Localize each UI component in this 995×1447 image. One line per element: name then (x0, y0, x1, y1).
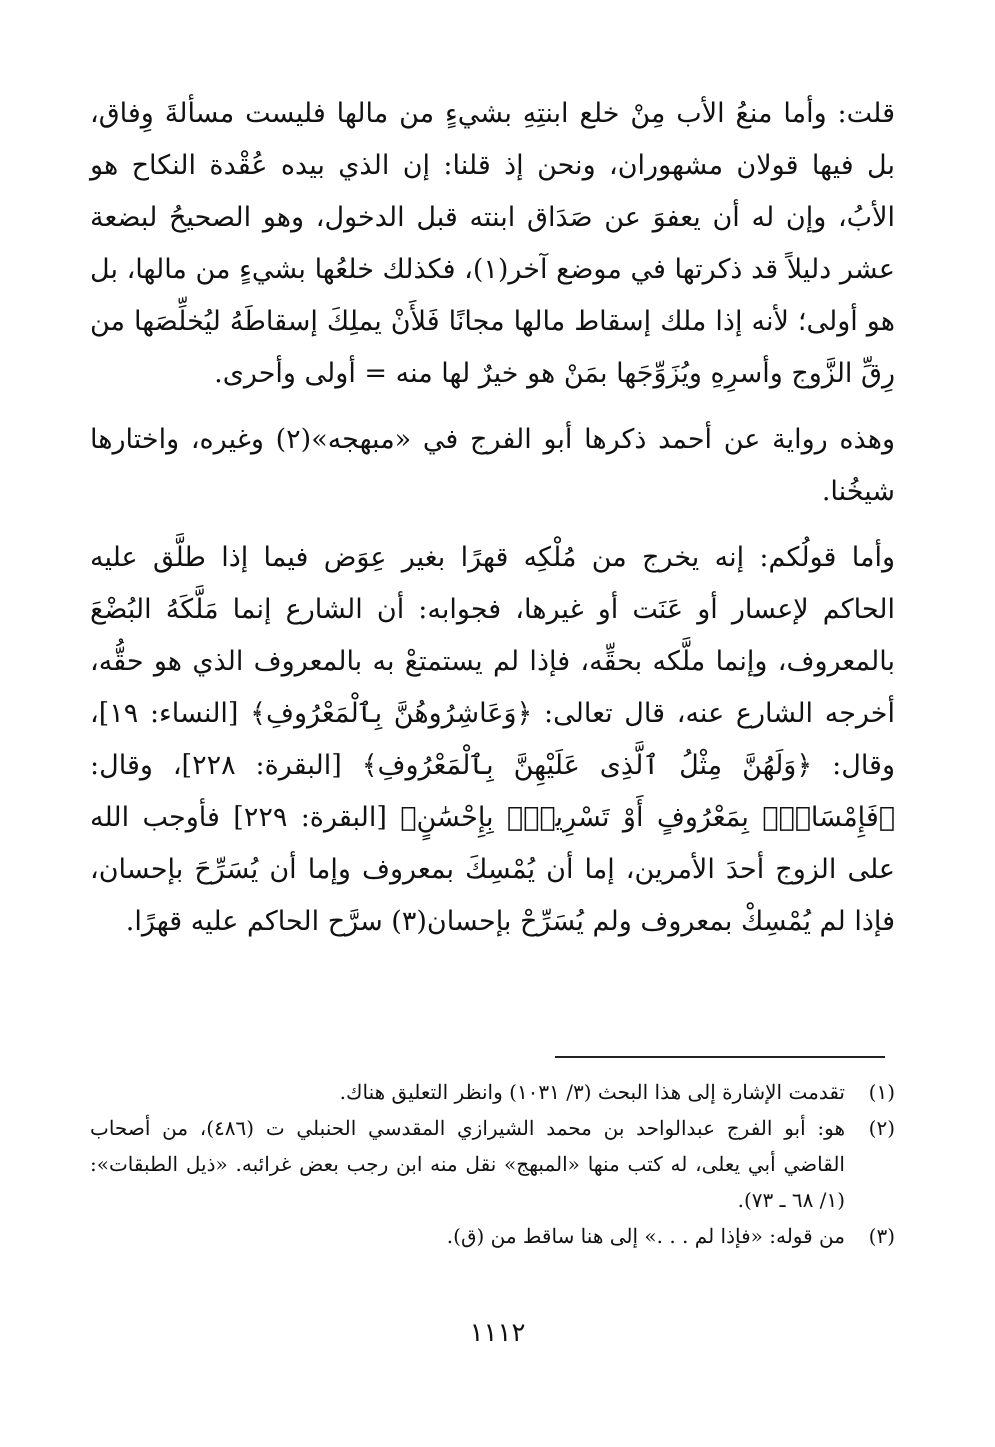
paragraph-3: وأما قولُكم: إنه يخرج من مُلْكِه قهرًا بغير عِوَض فيما إذا طلَّق عليه الحاكم لإعسار أو عَنَت أو غيرها، فجوابه: أن الشارع إنما مَلَّكَهُ البُضْعَ بالمعروف، وإنما ملَّكه بحقِّه، فإذا لم يستمتعْ به بالمعروف الذي هو حقُّه، أخرجه الشارع عنه، قال تعالى: ﴿وَعَاشِرُوهُنَّ بِٱلْمَعْرُوفِ﴾ [النساء: ١٩]، وقال: ﴿وَلَهُنَّ مِثْلُ ٱلَّذِى عَلَيْهِنَّ بِٱلْمَعْرُوفِ﴾ [البقرة: ٢٢٨]، وقال: ﴿فَإِمْسَاكُۢ بِمَعْرُوفٍ أَوْ تَسْرِيحُۢ بِإِحْسَٰنٍ﴾ [البقرة: ٢٢٩] فأوجب الله على الزوج أحدَ الأمرين، إما أن يُمْسِكَ بمعروف وإما أن يُسَرِّحَ بإحسان، فإذا لم يُمْسِكْ بمعروف ولم يُسَرِّحْ بإحسان(٣) سرَّح الحاكم عليه قهرًا. (90, 542, 896, 937)
paragraph-2: وهذه رواية عن أحمد ذكرها أبو الفرج في «مبهجه»(٢) وغيره، واختارها شيخُنا. (90, 424, 896, 507)
footnote-1 (90, 1074, 895, 1110)
footnote-number: (٢) (868, 1116, 895, 1140)
footnote-2 (90, 1110, 895, 1218)
main-text (90, 88, 895, 948)
page-number: ١١١٢ (469, 1318, 526, 1348)
footnote-number: (٣) (868, 1224, 895, 1248)
footnote-text: تقدمت الإشارة إلى هذا البحث (٣/ ١٠٣١) وانظر التعليق هناك. (339, 1080, 845, 1104)
footnotes (90, 1074, 895, 1254)
paragraph-1: قلت: وأما منعُ الأب مِنْ خلع ابنتِهِ بشيءٍ من مالها فليست مسألةَ وِفاق، بل فيها قولان مشهوران، ونحن إذ قلنا: إن الذي بيده عُقْدة النكاح هو الأبُ، وإن له أن يعفوَ عن صَدَاق ابنته قبل الدخول، وهو الصحيحُ لبضعة عشر دليلاً قد ذكرتها في موضع آخر(١)، فكذلك خلعُها بشيءٍ من مالها، بل هو أولى؛ لأنه إذا ملك إسقاط مالها مجانًا فَلأَنْ يملِكَ إسقاطَهُ ليُخلِّصَها من رِقِّ الزَّوج وأسرِهِ ويُزَوِّجَها بمَنْ هو خيرٌ لها منه = أولى وأحرى. (90, 98, 895, 389)
footnote-3 (90, 1218, 895, 1254)
footnote-text: هو: أبو الفرج عبدالواحد بن محمد الشيرازي المقدسي الحنبلي ت (٤٨٦)، من أصحاب القاضي أبي يعلى، له كتب منها «المبهج» نقل منه ابن رجب بعض غرائبه. «ذيل الطبقات»: (١/ ٦٨ ـ ٧٣). (90, 1116, 845, 1212)
footnote-number: (١) (868, 1080, 895, 1104)
footnote-text: من قوله: «فإذا لم . . .» إلى هنا ساقط من (ق). (446, 1224, 845, 1248)
footnote-separator (555, 1056, 885, 1058)
